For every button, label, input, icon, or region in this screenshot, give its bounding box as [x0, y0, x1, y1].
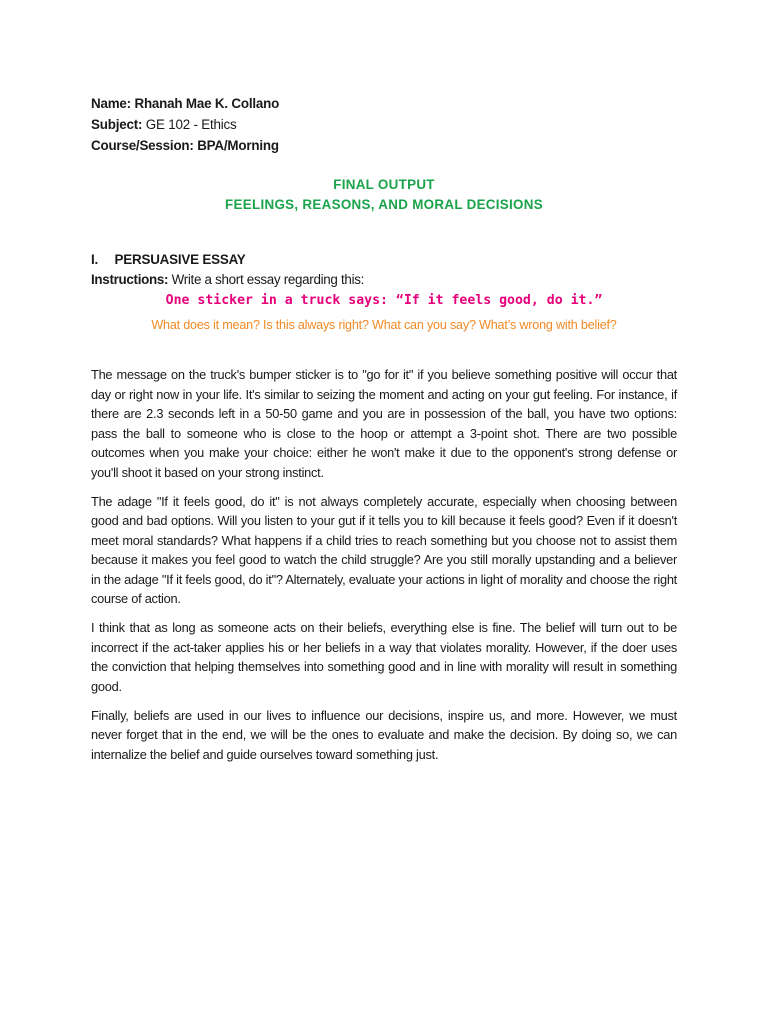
- subject-label: Subject:: [91, 117, 143, 132]
- name-value: Rhanah Mae K. Collano: [134, 96, 280, 111]
- instructions-text: Write a short essay regarding this:: [171, 272, 365, 287]
- section-heading: [91, 250, 246, 270]
- essay-paragraph: I think that as long as someone acts on their beliefs, everything else is fine. The belief will turn out to be incorrect if the act-taker applies his or her beliefs in a way that violates morality. However, if the doer uses the conviction that helping themselves into something good and in line with morality will result in something good.: [91, 620, 677, 694]
- title-line-2: FEELINGS, REASONS, AND MORAL DECISIONS: [225, 197, 543, 212]
- subject-line: [91, 114, 681, 135]
- name-line: [91, 93, 681, 114]
- course-line: [91, 135, 681, 156]
- student-info: [91, 93, 681, 156]
- essay-prompt: One sticker in a truck says: “If it feels good, do it.”: [165, 293, 603, 308]
- instructions-label: Instructions:: [91, 272, 169, 287]
- name-label: Name:: [91, 96, 131, 111]
- essay-body: [91, 365, 677, 774]
- document-title: [91, 175, 677, 215]
- essay-paragraph: The adage "If it feels good, do it" is not always completely accurate, especially when choosing between good and bad options. Will you listen to your gut if it tells you to kill because it feels good? Even if it doesn't meet moral standards? What happens if a child tries to reach something but you choose not to assist them because it makes you feel good to watch the child struggle? Are you still morally upstanding and a believer in the adage "If it feels good, do it"? Alternately, evaluate your actions in light of morality and choose the right course of action.: [91, 493, 677, 606]
- subject-value: GE 102 - Ethics: [145, 117, 237, 132]
- section-title: PERSUASIVE ESSAY: [114, 252, 246, 267]
- title-line-1: FINAL OUTPUT: [333, 177, 435, 192]
- essay-sub-prompt: What does it mean? Is this always right? What can you say? What’s wrong with belief?: [151, 318, 617, 332]
- section-number: I.: [91, 252, 99, 267]
- instructions: [91, 270, 364, 290]
- essay-paragraph: Finally, beliefs are used in our lives to influence our decisions, inspire us, and more. However, we must never forget that in the end, we will be the ones to evaluate and make the decision. By doing so, we can internalize the belief and guide ourselves toward something just.: [91, 707, 677, 762]
- course-value: BPA/Morning: [197, 138, 279, 153]
- course-label: Course/Session:: [91, 138, 194, 153]
- essay-paragraph: The message on the truck's bumper sticker is to "go for it" if you believe something positive will occur that day or right now in your life. It's similar to seizing the moment and acting on your gut feeling. For instance, if there are 2.3 seconds left in a 50-50 game and you are in possession of the ball, you have two options: pass the ball to someone who is close to the hoop or attempt a 3-point shot. There are two possible outcomes when you make your choice: either he won't make it due to the opponent's strong defense or you'll shoot it based on your strong instinct.: [91, 367, 677, 480]
